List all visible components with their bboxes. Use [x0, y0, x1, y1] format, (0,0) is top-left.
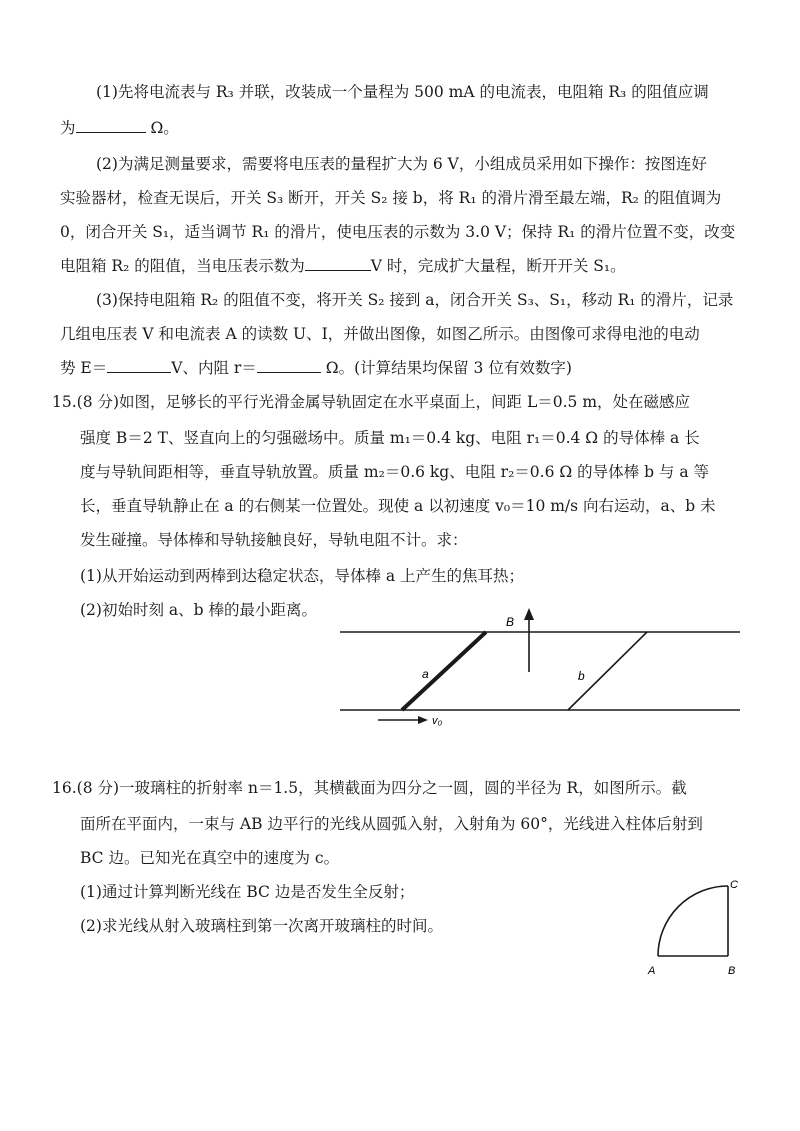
q14-part2-suffix: V 时，完成扩大量程，断开开关 S₁。: [370, 257, 626, 275]
q14-part2-line4: [60, 256, 626, 276]
q15-line2: 强度 B＝2 T、竖直向上的匀强磁场中。质量 m₁＝0.4 kg、电阻 r₁＝0.4 Ω 的导体棒 a 长: [80, 429, 700, 447]
label-A: A: [648, 965, 656, 977]
q15-line4: 长，垂直导轨静止在 a 的右侧某一位置处。现使 a 以初速度 v₀＝10 m/s 向右运动，a、b 未: [80, 497, 716, 515]
quarter-circle-figure: [640, 878, 760, 988]
q15-line5: 发生碰撞。导体棒和导轨接触良好，导轨电阻不计。求：: [80, 531, 468, 549]
answer-blank-r3[interactable]: [76, 118, 146, 133]
q14-part2-line1: (2)为满足测量要求，需要将电压表的量程扩大为 6 V，小组成员采用如下操作：按图连好: [96, 155, 707, 173]
q15-sub1: (1)从开始运动到两棒到达稳定状态，导体棒 a 上产生的焦耳热；: [80, 567, 525, 585]
q15-line3: 度与导轨间距相等，垂直导轨放置。质量 m₂＝0.6 kg、电阻 r₂＝0.6 Ω 的导体棒 b 与 a 等: [80, 463, 710, 481]
answer-blank-emf[interactable]: [107, 358, 171, 373]
q14-part2-line2: 实验器材，检查无误后，开关 S₃ 断开，开关 S₂ 接 b，将 R₁ 的滑片滑至最左端，R₂ 的阻值调为: [60, 189, 722, 207]
q14-part1-unit: Ω。: [150, 119, 179, 137]
velocity-arrow-head: [418, 716, 428, 724]
label-B: B: [728, 965, 736, 977]
q16-line3: BC 边。已知光在真空中的速度为 c。: [80, 849, 340, 867]
q14-part3-line1: (3)保持电阻箱 R₂ 的阻值不变，将开关 S₂ 接到 a，闭合开关 S₃、S₁，移动 R₁ 的滑片，记录: [96, 291, 734, 309]
label-rod-b: b: [578, 669, 585, 683]
q14-part3-line2: 几组电压表 V 和电流表 A 的读数 U、I，并做出图像，如图乙所示。由图像可求得电池的电动: [60, 325, 700, 343]
q16-sub2: (2)求光线从射入玻璃柱到第一次离开玻璃柱的时间。: [80, 917, 443, 935]
q16-line2: 面所在平面内，一束与 AB 边平行的光线从圆弧入射，入射角为 60°，光线进入柱体后射到: [80, 815, 703, 833]
q14-part3-r-label: V、内阻 r＝: [171, 359, 257, 377]
rod-a: [402, 632, 486, 710]
label-C: C: [730, 879, 738, 891]
q14-part1-line2: [60, 118, 179, 138]
q15-sub2: (2)初始时刻 a、b 棒的最小距离。: [80, 601, 317, 619]
q14-part1-prefix: 为: [60, 119, 76, 137]
q14-part1-line1: (1)先将电流表与 R₃ 并联，改装成一个量程为 500 mA 的电流表，电阻箱 R₃ 的阻值应调: [96, 83, 709, 101]
rails-figure: [330, 606, 750, 736]
q16-sub1: (1)通过计算判断光线在 BC 边是否发生全反射；: [80, 883, 415, 901]
answer-blank-resistance[interactable]: [257, 358, 321, 373]
answer-blank-voltage[interactable]: [305, 256, 371, 271]
quarter-arc: [658, 886, 728, 956]
q14-part2-line3: 0，闭合开关 S₁，适当调节 R₁ 的滑片，使电压表的示数为 3.0 V；保持 R₁ 的滑片位置不变，改变: [60, 223, 736, 241]
label-v0: v₀: [432, 715, 443, 727]
field-arrow-head: [524, 608, 534, 620]
label-B-field: B: [506, 615, 515, 629]
q14-part2-prefix: 电阻箱 R₂ 的阻值，当电压表示数为: [60, 257, 305, 275]
q14-part3-suffix: Ω。(计算结果均保留 3 位有效数字): [325, 359, 572, 377]
q14-part3-line3: [60, 358, 572, 378]
label-rod-a: a: [422, 667, 429, 681]
q16-line1: 16.(8 分)一玻璃柱的折射率 n＝1.5，其横截面为四分之一圆，圆的半径为 R，如图所示。截: [52, 779, 687, 797]
q14-part3-emf-label: 势 E＝: [60, 359, 108, 377]
q15-line1: 15.(8 分)如图，足够长的平行光滑金属导轨固定在水平桌面上，间距 L＝0.5 m，处在磁感应: [52, 393, 691, 411]
